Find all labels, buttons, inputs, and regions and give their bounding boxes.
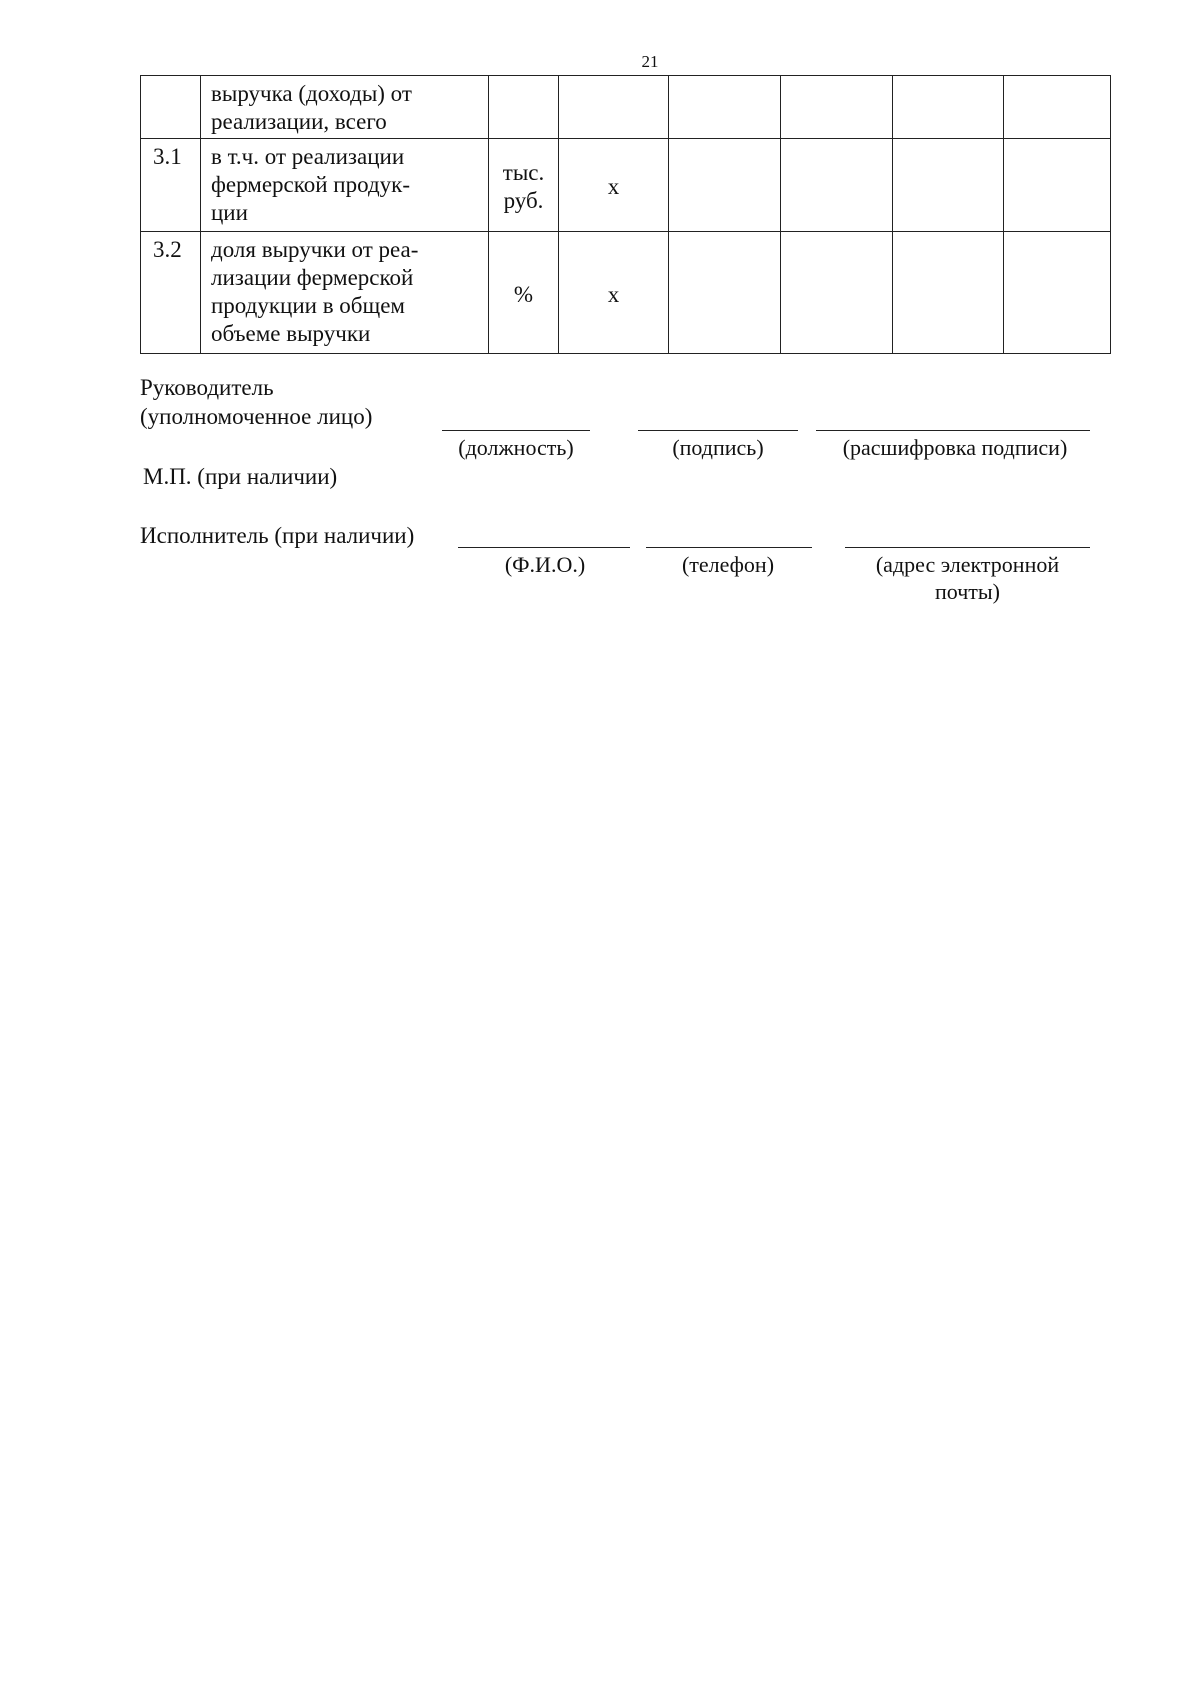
phone-caption: (телефон) [681, 552, 775, 577]
row-label-line: продукции в общем [211, 293, 405, 318]
value-cell [669, 76, 781, 139]
row-label-line: объеме выручки [211, 321, 371, 346]
value-cell [781, 232, 893, 354]
row-label-line: выручка (доходы) от [211, 81, 412, 106]
value-cell [1004, 76, 1111, 139]
value-cell [669, 232, 781, 354]
email-caption-line2: почты) [935, 579, 1000, 604]
value-cell [1004, 139, 1111, 232]
value-cell [669, 139, 781, 232]
phone-line [646, 547, 812, 548]
row-number [141, 76, 201, 139]
position-caption: (должность) [458, 435, 574, 460]
value-cell [893, 139, 1004, 232]
authorized-person-label: (уполномоченное лицо) [140, 404, 373, 429]
email-line [845, 547, 1090, 548]
table-row [141, 232, 1111, 354]
row-unit-line: руб. [503, 188, 544, 213]
transcript-caption: (расшифровка подписи) [842, 435, 1068, 460]
seal-label: М.П. (при наличии) [143, 464, 338, 489]
position-line [442, 430, 590, 431]
executor-label: Исполнитель (при наличии) [140, 523, 415, 548]
row-label-line: ции [211, 200, 248, 225]
row-unit [489, 76, 559, 139]
value-cell [781, 139, 893, 232]
report-table [140, 75, 1111, 354]
row-label [201, 232, 489, 354]
email-caption-line1: (адрес электронной [875, 552, 1060, 577]
value-cell [893, 232, 1004, 354]
signature-line [638, 430, 798, 431]
fio-caption: (Ф.И.О.) [504, 552, 586, 577]
head-label: Руководитель [140, 375, 274, 400]
row-mark: х [559, 232, 669, 354]
table-row [141, 139, 1111, 232]
row-label-line: в т.ч. от реализации [211, 144, 405, 169]
signature-caption: (подпись) [672, 435, 764, 460]
row-unit-line: % [513, 281, 534, 307]
row-label-line: лизации фермерской [211, 265, 414, 290]
row-label [201, 76, 489, 139]
row-mark: х [559, 139, 669, 232]
row-label-line: фермерской продук- [211, 172, 410, 197]
row-number: 3.2 [141, 232, 201, 354]
value-cell [1004, 232, 1111, 354]
row-unit [489, 139, 559, 232]
page-number: 21 [641, 52, 659, 71]
transcript-line [816, 430, 1090, 431]
row-unit [489, 232, 559, 354]
row-unit-line: тыс. [502, 160, 545, 185]
row-label-line: реализации, всего [211, 109, 387, 134]
row-label-line: доля выручки от реа- [211, 237, 419, 262]
fio-line [458, 547, 630, 548]
value-cell [893, 76, 1004, 139]
row-mark [559, 76, 669, 139]
row-label [201, 139, 489, 232]
row-number: 3.1 [141, 139, 201, 232]
value-cell [781, 76, 893, 139]
table-row [141, 76, 1111, 139]
